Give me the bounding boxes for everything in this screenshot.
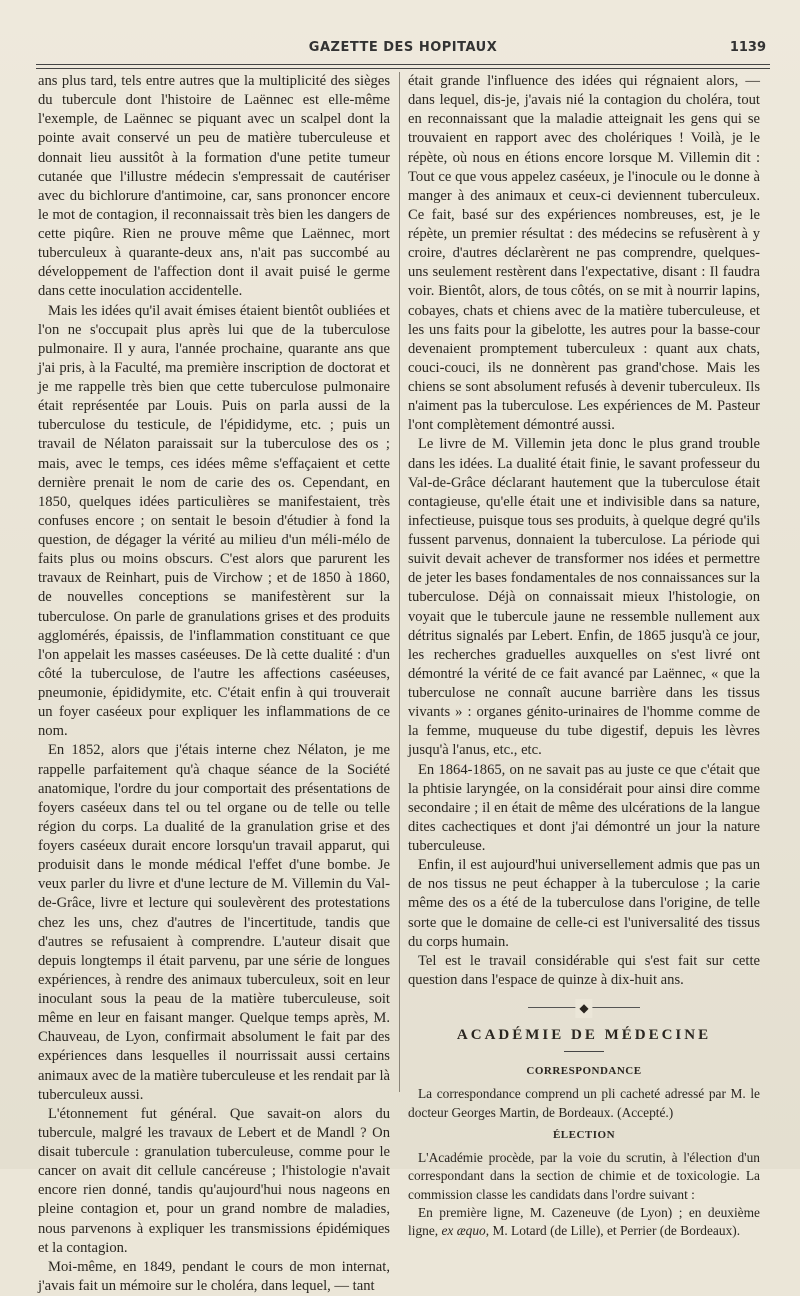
column-divider (399, 72, 400, 1092)
right-paragraph-1: était grande l'influence des idées qui régnaient alors, — dans lequel, dis-je, j'avais nié la contagion du choléra, tout en reconnaissant que la maladie atteignait les gens qui se trouvaient en rapport avec des cholériques ! Voilà, je le répète, où nous en étions encore lorsque M. Villemin dit : Tout ce que vous appelez caséeux, je l'inocule ou le donne à manger à des animaux et ceux-ci deviennent tuberculeux. Ce fait, basé sur des expériences nombreuses, est, je le répète, un premier résultat : des médecins se refusèrent à y croire, d'autres déclarèrent ne pas comprendre, quelques-uns seulement restèrent dans l'expectative, disant : Il faudra voir. Bientôt, alors, de tous côtés, on se mit à nourrir lapins, cobayes, chats et chiens avec de la matière tuberculeuse, et les uns faits pour la gibelotte, les autres pour la basse-cour devenaient promptement tuberculeux : quant aux chats, couci-couci, ils ne donnèrent pas grand'chose. Mais les chiens se sont absolument refusés à devenir tuberculeux. Ils n'aiment pas la tuberculose. Les expériences de M. Pasteur l'ont complètement démontré aussi. (408, 73, 760, 434)
left-paragraph-1: ans plus tard, tels entre autres que la multiplicité des sièges du tubercule dont l'histoire de Laënnec est elle-même l'exemple, de Laënnec se piquant avec un scalpel dont la pointe avait conservé un peu de matière tuberculeuse et donnait lieu aussitôt à la formation d'une petite tumeur cutanée que l'illustre médecin s'empressait de cautériser avec du bichlorure d'antimoine, car, sans prononcer encore le mot de contagion, il reconnaissait très bien les dangers de cette piqûre. Rien ne prouve même que Laënnec, mort tuberculeux à quarante-deux ans, n'ait pas succombé au développement de l'affection dont il avait puisé le germe dans cette inoculation accidentelle. (38, 73, 390, 300)
right-column (408, 72, 760, 1240)
journal-title: GAZETTE DES HOPITAUX (308, 40, 498, 55)
left-paragraph-5: Moi-même, en 1849, pendant le cours de mon internat, j'avais fait un mémoire sur le choléra, dans lequel, — tant (38, 1258, 390, 1294)
left-paragraph-3: En 1852, alors que j'étais interne chez Nélaton, je me rappelle parfaitement qu'à chaque séance de la Société anatomique, l'ordre du jour comportait des présentations de foyers caséeux dans tel ou tel organe ou de telle ou telle région du corps. La dualité de la granulation grise et des foyers caséeux durait encore lorsqu'un travail apparut, qui produisit dans le monde médical l'effet d'une bombe. Je veux parler du livre et d'une lecture de M. Villemin du Val-de-Grâce, livre et lecture qui soulevèrent des protestations chez les uns, chez d'autres de l'incertitude, tandis que d'autres se refusaient à comprendre. L'auteur disait que depuis longtemps il était parvenu, par une série de longues expériences, à rendre des animaux tuberculeux, soit en leur inoculant sous la peau de la matière tuberculeuse, soit même en leur en faisant manger. Quelque temps après, M. Chauveau, de Lyon, confirmait absolument le fait par des expériences dans lesquelles il nourrissait aussi certains animaux avec de la matière tuberculeuse et les rendait par là tuberculeux aussi. (38, 742, 390, 1103)
right-paragraph-2: Le livre de M. Villemin jeta donc le plus grand trouble dans les idées. La dualité était finie, le savant professeur du Val-de-Grâce déclarant hautement que la tuberculose était contagieuse, qu'elle était une et indivisible dans sa nature, infectieuse, puisque tous ses produits, à quelque degré qu'ils fussent parvenus, donnaient la tuberculose. La période qui suivit devait achever de transformer nos idées et permettre de jeter les bases fondamentales de nos connaissances sur la tuberculose. Déjà on connaissait mieux l'histologie, on voyait que le tubercule jaune ne ressemble nullement aux détritus signalés par Lebert. Enfin, de 1865 jusqu'à ce jour, les recherches graduelles auxquelles on s'est livré ont démontré la vérité de ce fait avancé par Laënnec, « que la tuberculose ne connaît aucune barrière dans les tissus vivants » : organes génito-urinaires de l'homme comme de la femme, muqueuse du tube digestif, depuis les lèvres jusqu'à l'anus, etc., etc. (408, 436, 760, 759)
separator-ornament: ◆ (575, 999, 592, 1018)
election-ranking-start: En première ligne, M. Cazeneuve (de Lyon) ; en deuxième ligne, (408, 1204, 760, 1239)
page-header (36, 40, 770, 62)
left-paragraph-4: L'étonnement fut général. Que savait-on alors du tubercule, malgré les travaux de Lebert et de Mandl ? On disait tubercule : granulation tuberculeuse, comme pour le cancer on avait dit cellule cancéreuse ; l'histologie n'avait encore rien donné, tandis qu'aujourd'hui nous nageons en pleine contagion et, pour un grand nombre de maladies, nous parvenons à expliquer les transmissions épidémiques et la contagion. (38, 1105, 390, 1256)
short-rule (564, 1051, 604, 1052)
subsection-title-correspondance: CORRESPONDANCE (526, 1065, 642, 1078)
section-title-academie: ACADÉMIE DE MÉDECINE (456, 1027, 712, 1043)
election-ranking (408, 1204, 760, 1241)
election-text: L'Académie procède, par la voie du scrutin, à l'élection d'un correspondant dans la section de chimie et de toxicologie. La commission classe les candidats dans l'ordre suivant : (408, 1149, 760, 1202)
election-ranking-italic: ex æquo (441, 1223, 486, 1239)
subsection-title-election: ÉLECTION (552, 1128, 616, 1141)
page-number: 1139 (729, 40, 766, 55)
right-paragraph-3: En 1864-1865, on ne savait pas au juste ce que c'était que la phtisie laryngée, on la considérait pour ainsi dire comme secondaire ; il en était de même des ulcérations de la langue dites cachectiques et dont j'ai démontré un jour la nature tuberculeuse. (408, 761, 760, 854)
right-paragraph-4: Enfin, il est aujourd'hui universellement admis que pas un de nos tissus ne peut échapper à la tuberculose ; la carie même des os a été de la tuberculose dans l'origine, de telle sorte que le domaine de celle-ci est l'universalité des tissus du corps humain. (408, 857, 760, 950)
election-ranking-end: , M. Lotard (de Lille), et Perrier (de Bordeaux). (485, 1223, 741, 1239)
right-paragraph-5: Tel est le travail considérable qui s'est fait sur cette question dans l'espace de quinze à dix-huit ans. (408, 952, 760, 988)
correspondance-text: La correspondance comprend un pli cacheté adressé par M. le docteur Georges Martin, de Bordeaux. (Accepté.) (408, 1086, 760, 1120)
section-separator (408, 996, 760, 1018)
header-rule (36, 64, 770, 69)
left-column (38, 72, 390, 1296)
left-paragraph-2: Mais les idées qu'il avait émises étaient bientôt oubliées et l'on ne s'occupait plus après lui que de la tuberculose pulmonaire. Il y aura, l'année prochaine, quarante ans que j'ai pris, à la Faculté, ma première inscription de doctorat et je me rappelle très bien que cette tuberculose pulmonaire était représentée par Louis. Puis on parla aussi de la tuberculose du testicule, de l'épididyme, etc. ; puis un travail de Nélaton paraissait sur la tuberculose des os ; mais, avec le temps, ces idées même s'effaçaient et cette dernière prenait le nom de carie des os. Cependant, en 1850, quelques idées particulières se manifestaient, très confuses encore ; on sentait le besoin d'étudier à fond la question, de dégager la vérité au milieu d'un méli-mélo de faits plus ou moins obscurs. C'est alors que parurent les travaux de Reinhart, puis de Virchow ; et de 1850 à 1860, de nouvelles conceptions se manifestèrent sur la tuberculose. On parle de granulations grises et des produits agglomérés, épaissis, de l'inflammation constituant ce que l'on appelait les masses caséeuses. De là cette dualité : d'un côté la tuberculose, de l'autre les affections caséeuses, pneumonie, épididymite, etc. C'était enfin à qui trouverait un foyer caséeux pour expliquer les inflammations de ce nom. (38, 302, 390, 740)
